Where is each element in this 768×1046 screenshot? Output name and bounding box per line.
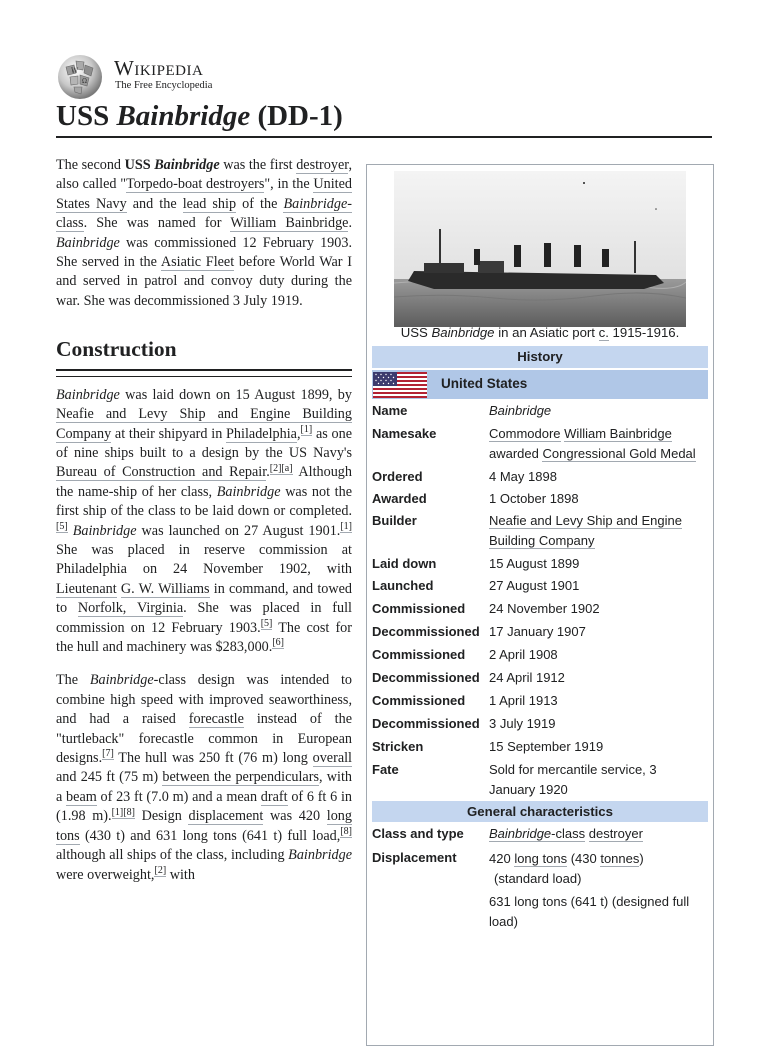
text: was 420 [263,808,327,825]
infobox-value-launched: 27 August 1901 [489,578,580,593]
link-lieutenant[interactable]: Lieutenant [56,580,117,597]
infobox-label-stricken: Stricken [372,739,424,754]
infobox-value-namesake [489,424,711,464]
text: were overweight, [56,866,155,883]
section-divider [56,376,352,377]
reference-5[interactable]: [5] [56,520,68,532]
text: ) [639,851,644,866]
italic-text: Bainbridge [89,672,154,689]
infobox-value-awarded: 1 October 1898 [489,491,579,506]
text: was commissioned 12 February 1903. She served in the [56,234,352,271]
wikipedia-tagline: The Free Encyclopedia [115,80,213,91]
reference-6[interactable]: [6] [272,637,284,649]
text: was launched on 27 August 1901. [136,522,341,539]
infobox-value-fate: Sold for mercantile service, 3 January 1920 [489,762,657,797]
infobox-section-general-characteristics: General characteristics [372,801,708,822]
reference-2[interactable]: [2] [269,462,282,474]
link-neafie-and-levy[interactable]: Neafie and Levy Ship and Engine Building Company [56,406,352,442]
link-neafie-and-levy[interactable]: Neafie and Levy Ship and Engine Building Company [489,513,682,548]
infobox-label-decommissioned: Decommissioned [372,624,480,639]
text: . [348,215,353,232]
infobox-label-class-and-type: Class and type [372,826,464,841]
infobox-value-class-and-type [489,824,711,844]
reference-8[interactable]: [8] [340,825,352,837]
link-congressional-gold-medal[interactable]: Congressional Gold Medal [542,446,696,461]
infobox-label-displacement: Displacement [372,850,457,865]
infobox-label-fate: Fate [372,762,399,777]
text: -class design was intended to combine high speed with improved seaworthiness, and had a raised [56,672,353,728]
italic-text: Bainbridge [431,325,495,340]
infobox-label-decommissioned: Decommissioned [372,716,480,731]
link-displacement[interactable]: displacement [188,808,264,825]
infobox-label-builder: Builder [372,513,417,528]
infobox-value-laid-down: 15 August 1899 [489,556,580,571]
text: at their shipyard in [111,425,227,442]
text: and the [126,195,183,212]
text: , [296,425,301,442]
text: The second [56,157,125,173]
link-long-tons[interactable]: long tons [56,808,352,844]
title-suffix: (DD-1) [250,100,343,132]
infobox-label-laid-down: Laid down [372,556,437,571]
link-destroyer[interactable]: destroyer [296,157,349,173]
infobox-label-decommissioned: Decommissioned [372,670,480,685]
link-william-bainbridge[interactable]: William Bainbridge [230,215,349,232]
text: , with a [56,769,352,805]
link-tonnes[interactable]: tonnes [600,851,640,866]
text: before World War I and served in patrol and convoy duty during the war. She was decommissioned 3 July 1919. [56,254,352,309]
text: 420 [489,851,515,866]
infobox-section-history: History [372,346,708,368]
reference-1[interactable]: [1] [300,423,313,435]
link-destroyer[interactable]: destroyer [588,826,643,841]
page-title [56,97,343,135]
text: . She was named for [83,215,231,232]
section-heading-construction: Construction [56,337,177,362]
text: . [266,464,270,481]
text: The cost for the hull and machinery was $283,000. [56,619,352,656]
link-circa[interactable]: c. [598,325,609,340]
title-divider [56,136,712,138]
text: was laid down on 15 August 1899, by [119,386,352,403]
text: 1915-1916. [608,325,680,340]
text: was the first [219,157,297,173]
text: awarded [489,446,543,461]
construction-paragraph-1 [56,386,352,658]
link-lead-ship[interactable]: lead ship [182,195,237,212]
link-text-italic: Bainbridge [489,826,552,841]
reference-1[interactable]: [1] [111,806,124,818]
link-torpedo-boat-destroyers[interactable]: Torpedo-boat destroyers [126,176,265,193]
text: ", in the [264,176,314,193]
infobox-value-commissioned: 2 April 1908 [489,647,558,662]
text: of the [236,195,284,212]
ship-photo[interactable] [394,171,686,327]
infobox-label-name: Name [372,403,408,418]
svg-text:Ω: Ω [82,78,87,85]
construction-paragraph-2 [56,671,352,884]
link-united-states-navy[interactable]: United States Navy [56,176,353,212]
link-beam[interactable]: beam [66,788,97,805]
text: , also called " [56,157,352,193]
wordmark-text: Wikipedia [114,56,204,80]
flag-label: United States [441,376,528,391]
text: although all ships of the class, including [56,847,289,864]
link-bainbridge-class[interactable] [489,826,585,842]
text: Design [134,808,189,825]
link-text: -class [551,826,586,841]
reference-8[interactable]: [8] [123,806,135,818]
infobox-value-commissioned: 1 April 1913 [489,693,558,708]
link-g-w-williams[interactable]: G. W. Williams [120,580,210,597]
text: The hull was 250 ft (76 m) long [113,750,313,767]
italic-text: Bainbridge [72,522,137,539]
text: with [166,866,195,883]
text: Although the name-ship of her class, [56,464,352,500]
title-prefix: USS [56,100,117,132]
infobox-label-commissioned: Commissioned [372,601,466,616]
link-text: -class [56,195,353,232]
text: (standard load) [494,871,582,886]
infobox-value-commissioned: 24 November 1902 [489,601,600,616]
link-philadelphia[interactable]: Philadelphia [226,425,297,442]
article-body [56,156,352,899]
text: was not the first ship of the class to be laid down or completed. [56,483,352,520]
infobox-label-namesake: Namesake [372,426,437,441]
text: (430 t) and 631 long tons (641 t) full load, [79,827,341,844]
infobox-value-displacement-full-load: 631 long tons (641 t) (designed full load) [489,894,690,929]
text: of 6 ft 6 in (1.98 m). [56,788,352,825]
infobox-value-builder [489,511,699,551]
reference-2[interactable]: [2] [154,864,167,876]
infobox-label-ordered: Ordered [372,469,423,484]
link-text-italic: Bainbridge [283,195,348,212]
link-commodore[interactable]: Commodore [489,426,561,441]
infobox-label-commissioned: Commissioned [372,693,466,708]
italic-text: Bainbridge [288,847,352,864]
infobox-value-decommissioned: 17 January 1907 [489,624,586,639]
text: and 245 ft (75 m) [56,769,163,786]
italic-text: Bainbridge [56,234,120,251]
us-flag-icon[interactable] [373,372,427,398]
infobox-value-stricken: 15 September 1919 [489,739,604,754]
photo-caption [367,325,713,340]
link-long-tons[interactable]: long tons [514,851,568,866]
reference-5[interactable]: [5] [260,617,273,629]
italic-text: Bainbridge [56,386,120,403]
infobox-label-launched: Launched [372,578,434,593]
bold-italic-text: Bainbridge [154,157,220,173]
infobox-value-decommissioned: 24 April 1912 [489,670,565,685]
infobox-value-name: Bainbridge [489,403,552,418]
reference-7[interactable]: [7] [102,748,114,760]
link-william-bainbridge[interactable]: William Bainbridge [564,426,672,441]
infobox-flag-row [372,370,708,399]
link-draft[interactable]: draft [260,788,288,805]
note-a[interactable]: [a] [281,462,293,474]
link-between-the-perpendiculars[interactable]: between the perpendiculars [162,769,319,786]
link-asiatic-fleet[interactable]: Asiatic Fleet [160,254,235,271]
text: (430 [567,851,601,866]
title-italic: Bainbridge [116,100,251,132]
link-norfolk-virginia[interactable]: Norfolk, Virginia [77,600,184,617]
text: as one of nine ships built to a design by the US Navy's [56,425,352,461]
infobox [366,164,714,1046]
text: The [56,672,90,689]
text: of 23 ft (7.0 m) and a mean [96,788,261,805]
intro-paragraph [56,156,352,311]
italic-text: Bainbridge [216,483,281,500]
svg-text:W: W [71,67,79,75]
infobox-value-decommissioned: 3 July 1919 [489,716,556,731]
text: USS [400,325,432,340]
section-divider [56,369,352,371]
wikipedia-wordmark[interactable] [114,56,203,81]
link-forecastle[interactable]: forecastle [188,711,244,728]
text: . She was placed in full commission on 12 February 1903. [56,600,352,636]
infobox-label-commissioned: Commissioned [372,647,466,662]
infobox-label-awarded: Awarded [372,491,427,506]
infobox-value-ordered: 4 May 1898 [489,469,557,484]
link-bureau-of-construction-and-repair[interactable]: Bureau of Construction and Repair [56,464,267,481]
link-overall[interactable]: overall [312,750,352,767]
text: instead of the "turtleback" forecastle common in European designs. [56,711,352,767]
wikipedia-globe-logo[interactable] [56,53,104,101]
text: She was placed in reserve commission at Philadelphia on 24 November 1902, with [56,542,352,578]
bold-text: USS [124,157,155,173]
reference-1[interactable]: [1] [340,520,353,532]
text: in command, and towed to [56,580,353,617]
infobox-value-displacement [489,849,711,889]
text: in an Asiatic port [494,325,599,340]
